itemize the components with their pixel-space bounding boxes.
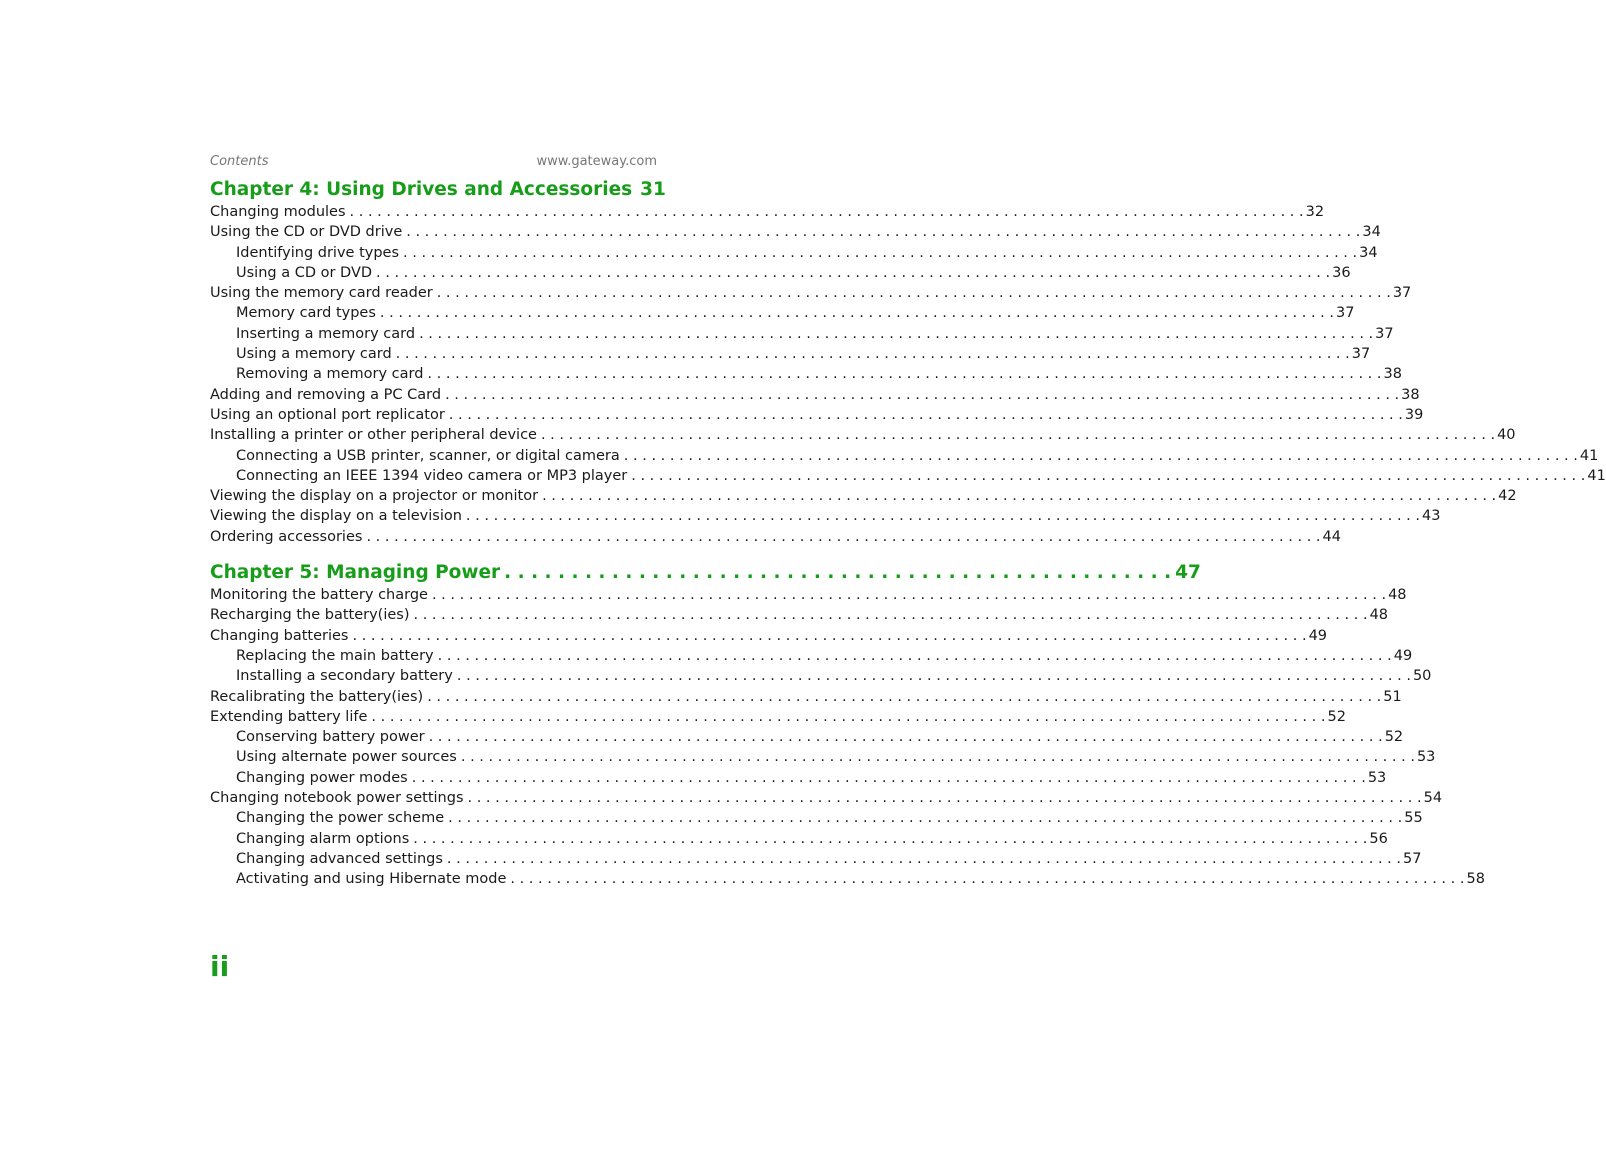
toc-entry[interactable] <box>210 385 1420 405</box>
toc-entry[interactable] <box>210 687 1402 707</box>
toc-entry[interactable] <box>210 626 1328 646</box>
chapter-heading[interactable] <box>210 178 666 202</box>
entry-page-number: 48 <box>1388 587 1407 604</box>
entry-title: Ordering accessories <box>210 528 363 545</box>
chapter-page-number: 47 <box>1175 562 1201 584</box>
dot-leader <box>427 687 1381 707</box>
entry-title: Installing a secondary battery <box>236 668 453 685</box>
entry-title: Memory card types <box>236 305 376 322</box>
dot-leader <box>510 869 1464 889</box>
dot-leader <box>427 364 1381 384</box>
dot-leader <box>413 605 1367 625</box>
dot-leader <box>419 324 1373 344</box>
dot-leader <box>449 405 1403 425</box>
entry-page-number: 37 <box>1336 305 1355 322</box>
entry-title: Replacing the main battery <box>236 647 434 664</box>
dot-leader <box>541 425 1495 445</box>
entry-page-number: 50 <box>1412 668 1432 685</box>
entry-title: Viewing the display on a projector or monitor <box>210 488 539 505</box>
toc-entry[interactable] <box>210 222 1381 242</box>
entry-title: Using alternate power sources <box>236 749 457 766</box>
chapter-title: Chapter 4: Using Drives and Accessories <box>210 179 633 200</box>
entry-title: Connecting an IEEE 1394 video camera or MP3 player <box>236 467 628 484</box>
entry-title: Using the CD or DVD drive <box>210 224 403 241</box>
entry-page-number: 36 <box>1332 264 1351 281</box>
dot-leader <box>376 263 1330 283</box>
dot-leader <box>403 243 1357 263</box>
toc-entry[interactable] <box>210 283 1412 303</box>
entry-page-number: 57 <box>1403 850 1422 867</box>
dot-leader <box>624 446 1578 466</box>
entry-page-number: 49 <box>1393 647 1413 664</box>
entry-page-number: 42 <box>1498 488 1517 505</box>
entry-title: Identifying drive types <box>236 244 400 261</box>
dot-leader <box>432 585 1386 605</box>
dot-leader <box>447 849 1401 869</box>
entry-page-number: 38 <box>1401 386 1420 403</box>
entry-page-number: 34 <box>1362 224 1381 241</box>
dot-leader <box>396 344 1350 364</box>
entry-title: Using the memory card reader <box>210 285 433 302</box>
running-header <box>210 154 657 172</box>
entry-page-number: 32 <box>1305 204 1325 220</box>
entry-page-number: 37 <box>1375 325 1394 342</box>
entry-page-number: 44 <box>1322 528 1341 545</box>
dot-leader <box>366 527 1320 547</box>
toc-entry[interactable] <box>210 707 1346 727</box>
entry-page-number: 37 <box>1392 285 1412 302</box>
chapter-page-number: 31 <box>640 179 666 200</box>
entry-title: Removing a memory card <box>236 366 424 383</box>
toc-entry[interactable] <box>210 788 1443 808</box>
toc-subentry[interactable] <box>210 849 1422 869</box>
entry-title: Using a memory card <box>236 346 392 363</box>
dot-leader <box>461 747 1415 767</box>
entry-page-number: 51 <box>1383 688 1402 705</box>
entry-title: Conserving battery power <box>236 729 425 746</box>
toc-subentry[interactable] <box>210 666 1432 686</box>
toc-entry[interactable] <box>210 202 1325 222</box>
dot-leader <box>371 707 1325 727</box>
dot-leader <box>412 768 1366 788</box>
toc-subentry[interactable] <box>210 324 1394 344</box>
dot-leader <box>352 626 1306 646</box>
entry-page-number: 53 <box>1367 769 1387 786</box>
header-website: www.gateway.com <box>536 154 657 169</box>
toc-subentry[interactable] <box>210 263 1351 283</box>
entry-title: Installing a printer or other peripheral device <box>210 427 537 444</box>
dot-leader <box>457 666 1411 686</box>
toc-subentry[interactable] <box>210 364 1402 384</box>
entry-page-number: 38 <box>1383 366 1402 383</box>
toc-entry[interactable] <box>210 585 1407 605</box>
entry-page-number: 53 <box>1416 749 1436 766</box>
table-of-contents <box>210 178 1606 890</box>
entry-page-number: 56 <box>1369 830 1388 847</box>
entry-page-number: 55 <box>1404 810 1423 827</box>
toc-subentry[interactable] <box>210 768 1387 788</box>
dot-leader <box>437 283 1391 303</box>
entry-title: Using a CD or DVD <box>236 264 373 281</box>
entry-title: Extending battery life <box>210 708 368 725</box>
dot-leader <box>438 646 1392 666</box>
dot-leader <box>504 561 1171 585</box>
entry-title: Changing the power scheme <box>236 810 445 827</box>
entry-title: Recalibrating the battery(ies) <box>210 688 424 705</box>
toc-entry[interactable] <box>210 527 1341 547</box>
toc-subentry[interactable] <box>210 808 1423 828</box>
toc-entry[interactable] <box>210 425 1516 445</box>
chapter-title: Chapter 5: Managing Power <box>210 562 501 584</box>
entry-title: Connecting a USB printer, scanner, or digital camera <box>236 447 620 464</box>
dot-leader <box>468 788 1422 808</box>
toc-entry[interactable] <box>210 605 1389 625</box>
dot-leader <box>448 808 1402 828</box>
entry-page-number: 54 <box>1423 790 1443 807</box>
dot-leader <box>542 486 1496 506</box>
entry-title: Changing alarm options <box>236 830 410 847</box>
chapter-heading[interactable] <box>210 561 1201 585</box>
entry-title: Activating and using Hibernate mode <box>236 871 507 888</box>
entry-title: Inserting a memory card <box>236 325 416 342</box>
toc-entry[interactable] <box>210 506 1441 526</box>
entry-title: Changing modules <box>210 204 346 220</box>
entry-page-number: 48 <box>1369 607 1389 624</box>
toc-subentry[interactable] <box>210 747 1436 767</box>
header-section-label: Contents <box>210 154 269 169</box>
entry-page-number: 39 <box>1404 406 1424 423</box>
toc-subentry[interactable] <box>210 446 1599 466</box>
toc-subentry[interactable] <box>210 466 1606 486</box>
entry-title: Changing power modes <box>236 769 408 786</box>
entry-page-number: 37 <box>1351 346 1371 363</box>
entry-title: Changing advanced settings <box>236 850 443 867</box>
entry-page-number: 58 <box>1466 871 1485 888</box>
toc-entry[interactable] <box>210 486 1517 506</box>
dot-leader <box>413 829 1367 849</box>
entry-title: Changing notebook power settings <box>210 790 464 807</box>
entry-page-number: 52 <box>1384 729 1404 746</box>
dot-leader <box>350 202 1304 222</box>
entry-page-number: 40 <box>1497 427 1516 444</box>
entry-title: Viewing the display on a television <box>210 508 462 525</box>
dot-leader <box>380 303 1334 323</box>
entry-page-number: 43 <box>1422 508 1441 525</box>
dot-leader <box>466 506 1420 526</box>
entry-title: Changing batteries <box>210 627 349 644</box>
toc-subentry[interactable] <box>210 869 1485 889</box>
page-number: ii <box>210 950 230 983</box>
toc-subentry[interactable] <box>210 727 1404 747</box>
toc-subentry[interactable] <box>210 646 1413 666</box>
dot-leader <box>406 222 1360 242</box>
toc-entry[interactable] <box>210 405 1424 425</box>
entry-title: Recharging the battery(ies) <box>210 607 410 624</box>
dot-leader <box>429 727 1383 747</box>
chapter-spacer <box>210 547 657 561</box>
dot-leader <box>445 385 1399 405</box>
dot-leader <box>631 466 1585 486</box>
toc-subentry[interactable] <box>210 303 1355 323</box>
entry-page-number: 49 <box>1308 627 1328 644</box>
entry-title: Adding and removing a PC Card <box>210 386 442 403</box>
entry-page-number: 41 <box>1579 447 1599 464</box>
entry-title: Using an optional port replicator <box>210 406 445 423</box>
entry-page-number: 41 <box>1587 467 1606 484</box>
toc-subentry[interactable] <box>210 344 1371 364</box>
toc-subentry[interactable] <box>210 829 1388 849</box>
entry-title: Monitoring the battery charge <box>210 587 428 604</box>
entry-page-number: 34 <box>1359 244 1378 261</box>
entry-page-number: 52 <box>1327 708 1346 725</box>
toc-subentry[interactable] <box>210 243 1378 263</box>
